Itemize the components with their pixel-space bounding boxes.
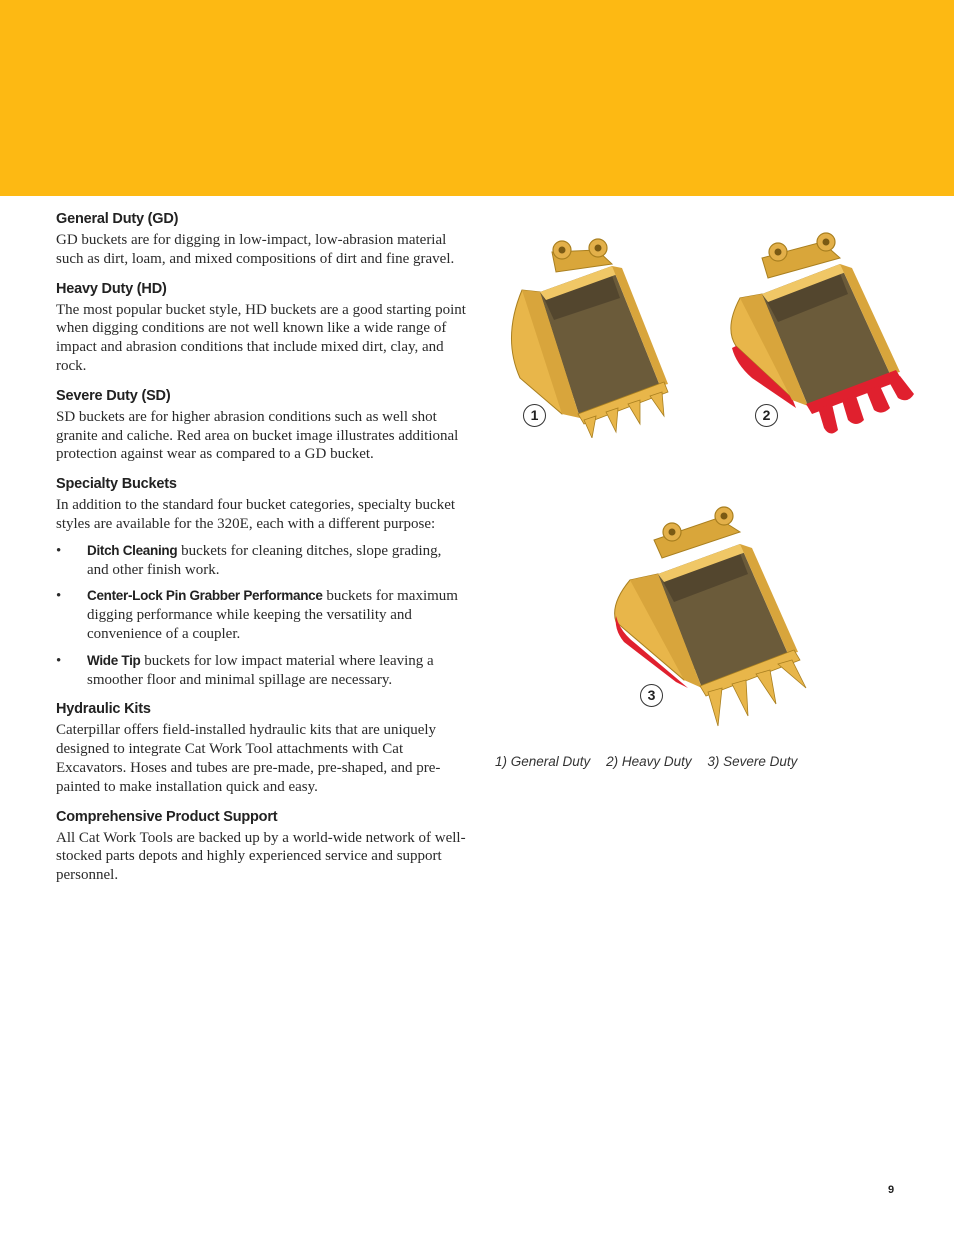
list-item — [56, 587, 466, 643]
page-number: 9 — [888, 1184, 895, 1196]
list-item-text: buckets for cleaning ditches, slope grading, and other finish work. — [87, 542, 442, 578]
bullet: • — [56, 588, 62, 605]
section-heading: Comprehensive Product Support — [56, 808, 278, 825]
list-item-text: buckets for low impact material where leaving a smoother floor and minimal spillage are necessary. — [87, 652, 434, 688]
section-hydraulic-kits — [56, 701, 466, 796]
figure-badge-3: 3 — [640, 684, 663, 707]
section-specialty-buckets — [56, 476, 466, 689]
text-column — [56, 211, 466, 897]
bullet: • — [56, 652, 62, 669]
section-general-duty — [56, 211, 466, 269]
section-heading: General Duty (GD) — [56, 211, 179, 227]
section-heavy-duty — [56, 281, 466, 376]
list-item — [56, 542, 466, 580]
caption-heavy-duty: 2) Heavy Duty — [606, 754, 692, 769]
section-heading: Specialty Buckets — [56, 476, 177, 493]
figure-badge-2: 2 — [755, 404, 778, 427]
section-severe-duty — [56, 388, 466, 464]
section-heading: Heavy Duty (HD) — [56, 280, 167, 297]
section-heading: Hydraulic Kits — [56, 701, 151, 718]
list-item-text: buckets for maximum digging performance while keeping the versatility and convenience of a coupler. — [87, 588, 458, 642]
section-body: GD buckets are for digging in low-impact, low-abrasion material such as dirt, loam, and mixed compositions of dirt and fine gravel. — [56, 232, 455, 267]
section-body: The most popular bucket style, HD buckets are a good starting point when digging conditions are not well known like a wide range of impact and abrasion conditions that include mixed dirt, clay, and rock. — [56, 301, 466, 374]
section-body: All Cat Work Tools are backed up by a world-wide network of well-stocked parts depots and highly experienced service and support personnel. — [56, 829, 466, 884]
heavy-duty-bucket-image — [722, 228, 932, 443]
list-item-term: Wide Tip — [87, 652, 141, 668]
section-body: In addition to the standard four bucket categories, specialty bucket styles are available for the 320E, each with a different purpose: — [56, 497, 456, 532]
list-item-term: Ditch Cleaning — [87, 542, 178, 558]
caption-severe-duty: 3) Severe Duty — [707, 754, 798, 769]
specialty-list — [56, 542, 466, 690]
section-body: SD buckets are for higher abrasion conditions such as well shot granite and caliche. Red area on bucket image illustrates additional protection against wear as compared to a GD bucket. — [56, 408, 459, 463]
bullet: • — [56, 542, 62, 559]
general-duty-bucket-image — [492, 228, 702, 438]
list-item — [56, 652, 466, 690]
section-body: Caterpillar offers field-installed hydraulic kits that are uniquely designed to integrate Cat Work Tool attachments with Cat Excavators. Hoses and tubes are pre-made, pre-shaped, and pre-painted to make installation quick and easy. — [56, 722, 441, 795]
figure-caption — [495, 754, 809, 769]
caption-general-duty: 1) General Duty — [495, 754, 591, 769]
list-item-term: Center-Lock Pin Grabber Performance — [87, 588, 323, 604]
section-heading: Severe Duty (SD) — [56, 387, 171, 404]
figure-badge-1: 1 — [523, 404, 546, 427]
header-banner — [0, 0, 954, 196]
section-product-support — [56, 809, 466, 885]
